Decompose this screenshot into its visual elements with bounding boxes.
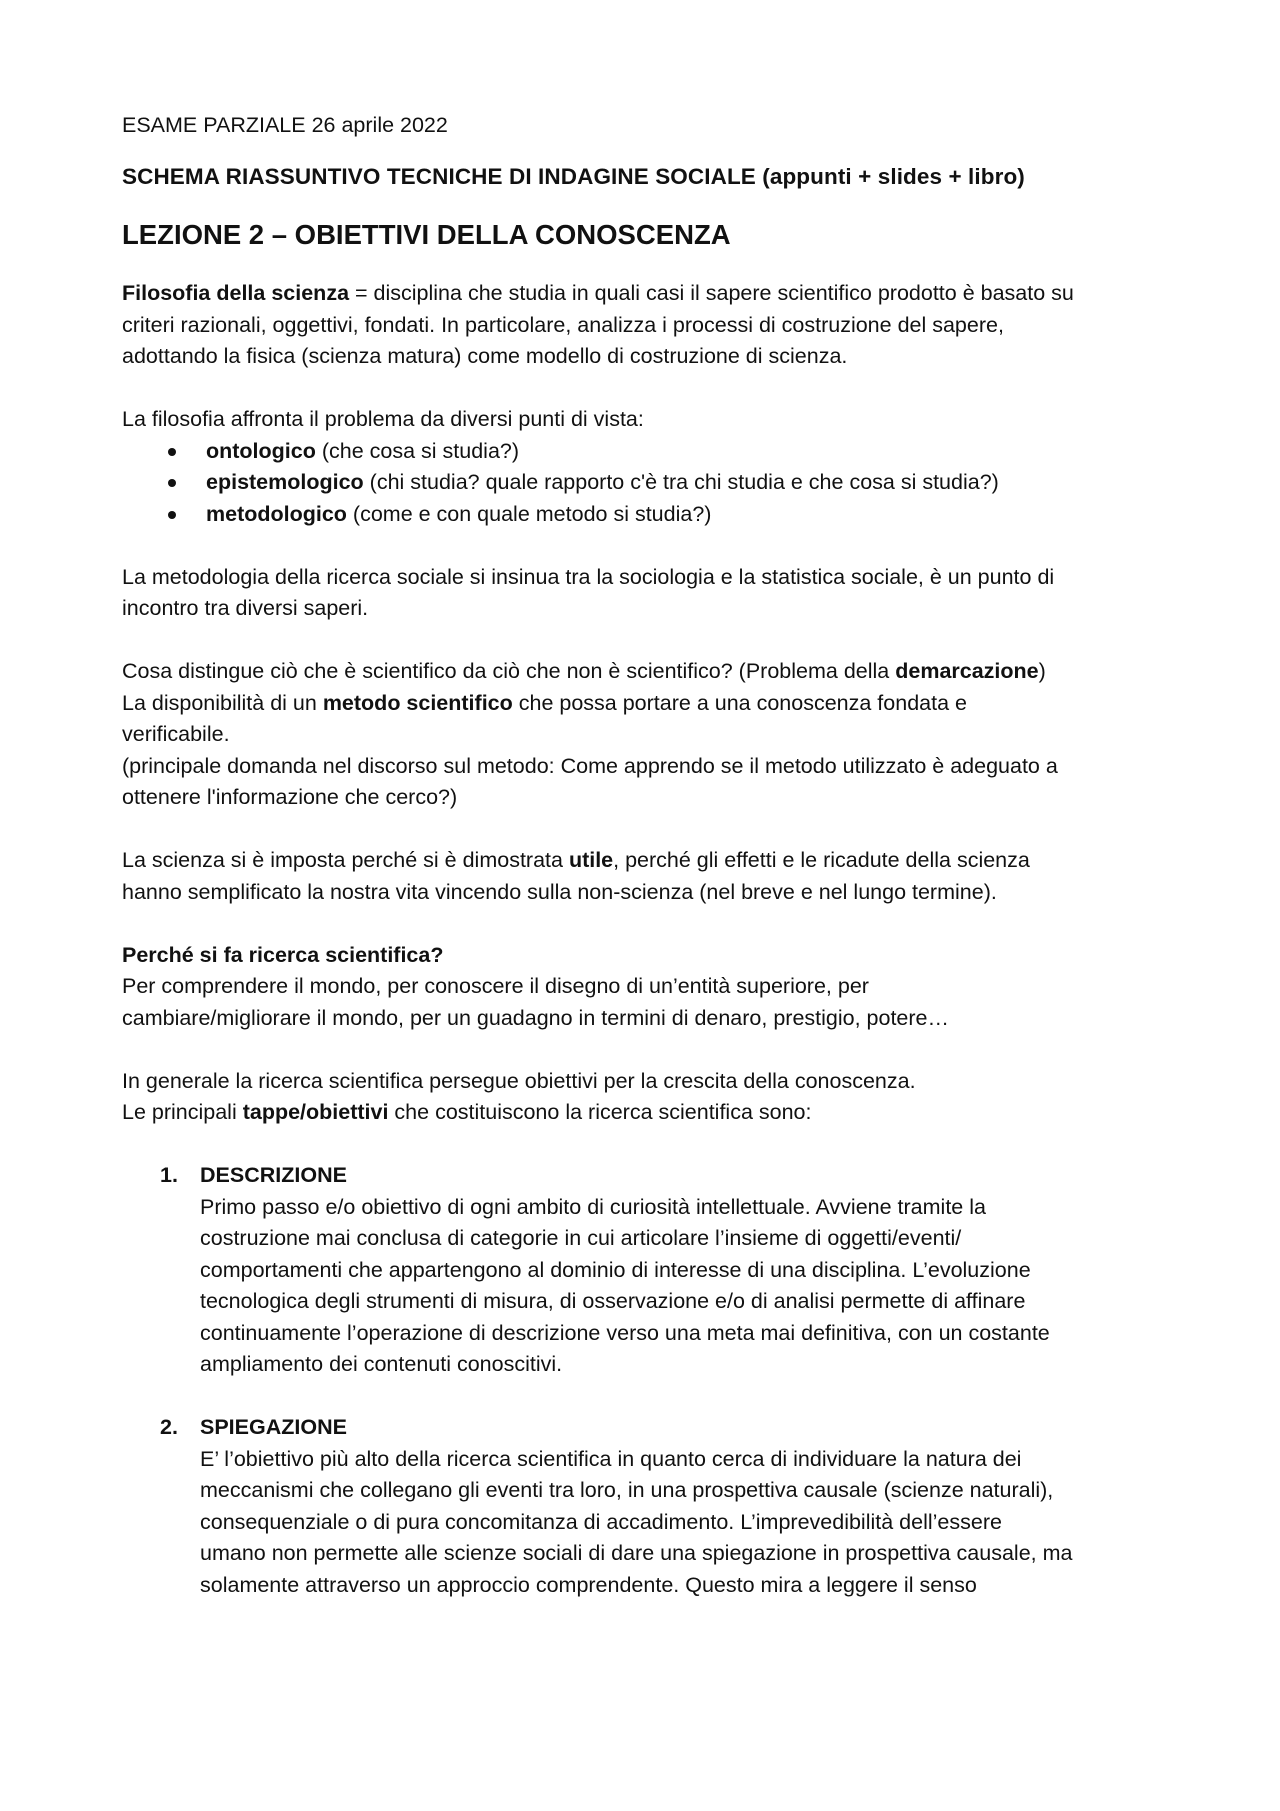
demarcation-line-4: (principale domanda nel discorso sul metodo: Come apprendo se il metodo utilizzato è adeguato a bbox=[122, 753, 1058, 778]
demarcation-paragraph bbox=[122, 656, 1172, 814]
bullet-icon bbox=[168, 448, 176, 456]
research-steps-list bbox=[122, 1160, 1172, 1601]
goals-line-1: In generale la ricerca scientifica persegue obiettivi per la crescita della conoscenza. bbox=[122, 1068, 916, 1093]
demarcation-line-5: ottenere l'informazione che cerco?) bbox=[122, 785, 458, 809]
methodology-line-2: incontro tra diversi saperi. bbox=[122, 596, 369, 620]
demarcation-line-3: verificabile. bbox=[122, 722, 230, 746]
usefulness-line-2: hanno semplificato la nostra vita vincendo sulla non-scienza (nel breve e nel lungo termine). bbox=[122, 879, 997, 904]
why-research-line-1: Per comprendere il mondo, per conoscere il disegno di un’entità superiore, per bbox=[122, 974, 869, 998]
step-line: tecnologica degli strumenti di misura, di osservazione e/o di analisi permette di affinare bbox=[200, 1289, 1026, 1313]
scientific-method-term: metodo scientifico bbox=[322, 690, 513, 715]
intro-line-3: adottando la fisica (scienza matura) come modello di costruzione di scienza. bbox=[122, 344, 848, 368]
usefulness-paragraph bbox=[122, 845, 1172, 908]
list-item bbox=[122, 499, 1172, 531]
list-item bbox=[122, 1412, 1172, 1601]
intro-line-1-text: = disciplina che studia in quali casi il sapere scientifico prodotto è basato su bbox=[349, 281, 1074, 305]
step-line: meccanismi che collegano gli eventi tra loro, in una prospettiva causale (scienze naturali), bbox=[200, 1478, 1054, 1502]
goals-line-2 bbox=[122, 1097, 1172, 1129]
viewpoints-lead: La filosofia affronta il problema da diversi punti di vista: bbox=[122, 407, 644, 431]
exam-date: ESAME PARZIALE 26 aprile 2022 bbox=[122, 113, 448, 137]
viewpoint-text: (che cosa si studia?) bbox=[315, 438, 520, 463]
viewpoint-text: (chi studia? quale rapporto c'è tra chi studia e che cosa si studia?) bbox=[363, 470, 999, 494]
viewpoint-text: (come e con quale metodo si studia?) bbox=[346, 501, 712, 526]
intro-line-1 bbox=[122, 278, 1172, 310]
demarcation-line-1-post: ) bbox=[1038, 659, 1046, 683]
bullet-icon bbox=[168, 511, 176, 519]
step-line: consequenziale o di pura concomitanza di accadimento. L’imprevedibilità dell’essere bbox=[200, 1509, 1002, 1534]
goals-line-2-post: che costituiscono la ricerca scientifica sono: bbox=[388, 1100, 812, 1124]
list-item bbox=[122, 467, 1172, 499]
why-research-heading bbox=[122, 940, 1172, 972]
step-number: 2. bbox=[160, 1415, 178, 1439]
demarcation-line-2 bbox=[122, 688, 1172, 720]
why-research-heading-text: Perché si fa ricerca scientifica? bbox=[122, 942, 444, 967]
step-line: continuamente l’operazione di descrizione verso una meta mai definitiva, con un costante bbox=[200, 1320, 1050, 1345]
goals-term: tappe/obiettivi bbox=[242, 1100, 389, 1124]
viewpoint-term: ontologico bbox=[206, 438, 316, 463]
step-title: SPIEGAZIONE bbox=[200, 1415, 347, 1439]
usefulness-line-1-post: , perché gli effetti e le ricadute della scienza bbox=[613, 848, 1030, 872]
step-line: ampliamento dei contenuti conoscitivi. bbox=[200, 1352, 563, 1376]
why-research-line-2: cambiare/migliorare il mondo, per un guadagno in termini di denaro, prestigio, potere… bbox=[122, 1005, 950, 1030]
methodology-paragraph bbox=[122, 562, 1172, 625]
intro-paragraph bbox=[122, 278, 1172, 373]
methodology-line-1: La metodologia della ricerca sociale si insinua tra la sociologia e la statistica sociale, è un punto di bbox=[122, 564, 1055, 589]
demarcation-line-2-post: che possa portare a una conoscenza fondata e bbox=[512, 690, 967, 715]
demarcation-term: demarcazione bbox=[895, 659, 1039, 683]
demarcation-line-1 bbox=[122, 656, 1172, 688]
step-line: Primo passo e/o obiettivo di ogni ambito di curiosità intellettuale. Avviene tramite la bbox=[200, 1194, 986, 1219]
document-page bbox=[122, 110, 1172, 1633]
step-title: DESCRIZIONE bbox=[200, 1163, 347, 1187]
useful-term: utile bbox=[568, 848, 614, 872]
viewpoint-term: metodologico bbox=[206, 501, 347, 526]
goals-line-2-pre: Le principali bbox=[122, 1100, 243, 1124]
viewpoint-term: epistemologico bbox=[206, 470, 364, 494]
why-research-paragraph bbox=[122, 940, 1172, 1035]
step-line: costruzione mai conclusa di categorie in cui articolare l’insieme di oggetti/eventi/ bbox=[200, 1226, 962, 1250]
list-item bbox=[122, 1160, 1172, 1381]
viewpoints-list bbox=[122, 436, 1172, 531]
goals-paragraph bbox=[122, 1066, 1172, 1129]
intro-line-2: criteri razionali, oggettivi, fondati. In particolare, analizza i processi di costruzione del sapere, bbox=[122, 312, 1004, 337]
bullet-icon bbox=[168, 479, 176, 487]
intro-term: Filosofia della scienza bbox=[122, 281, 350, 305]
step-line: comportamenti che appartengono al dominio di interesse di una disciplina. L’evoluzione bbox=[200, 1257, 1031, 1282]
step-line: umano non permette alle scienze sociali di dare una spiegazione in prospettiva causale, ma bbox=[200, 1541, 1073, 1565]
document-title: SCHEMA RIASSUNTIVO TECNICHE DI INDAGINE SOCIALE (appunti + slides + libro) bbox=[122, 164, 1025, 189]
usefulness-line-1 bbox=[122, 845, 1172, 877]
list-item bbox=[122, 436, 1172, 468]
usefulness-line-1-pre: La scienza si è imposta perché si è dimostrata bbox=[122, 848, 569, 872]
step-line: E’ l’obiettivo più alto della ricerca scientifica in quanto cerca di individuare la natura dei bbox=[200, 1446, 1022, 1471]
lesson-title: LEZIONE 2 – OBIETTIVI DELLA CONOSCENZA bbox=[122, 219, 731, 250]
demarcation-line-1-pre: Cosa distingue ciò che è scientifico da ciò che non è scientifico? (Problema della bbox=[122, 659, 896, 683]
step-line: solamente attraverso un approccio comprendente. Questo mira a leggere il senso bbox=[200, 1572, 977, 1597]
step-number: 1. bbox=[160, 1163, 178, 1187]
demarcation-line-2-pre: La disponibilità di un bbox=[122, 690, 323, 715]
